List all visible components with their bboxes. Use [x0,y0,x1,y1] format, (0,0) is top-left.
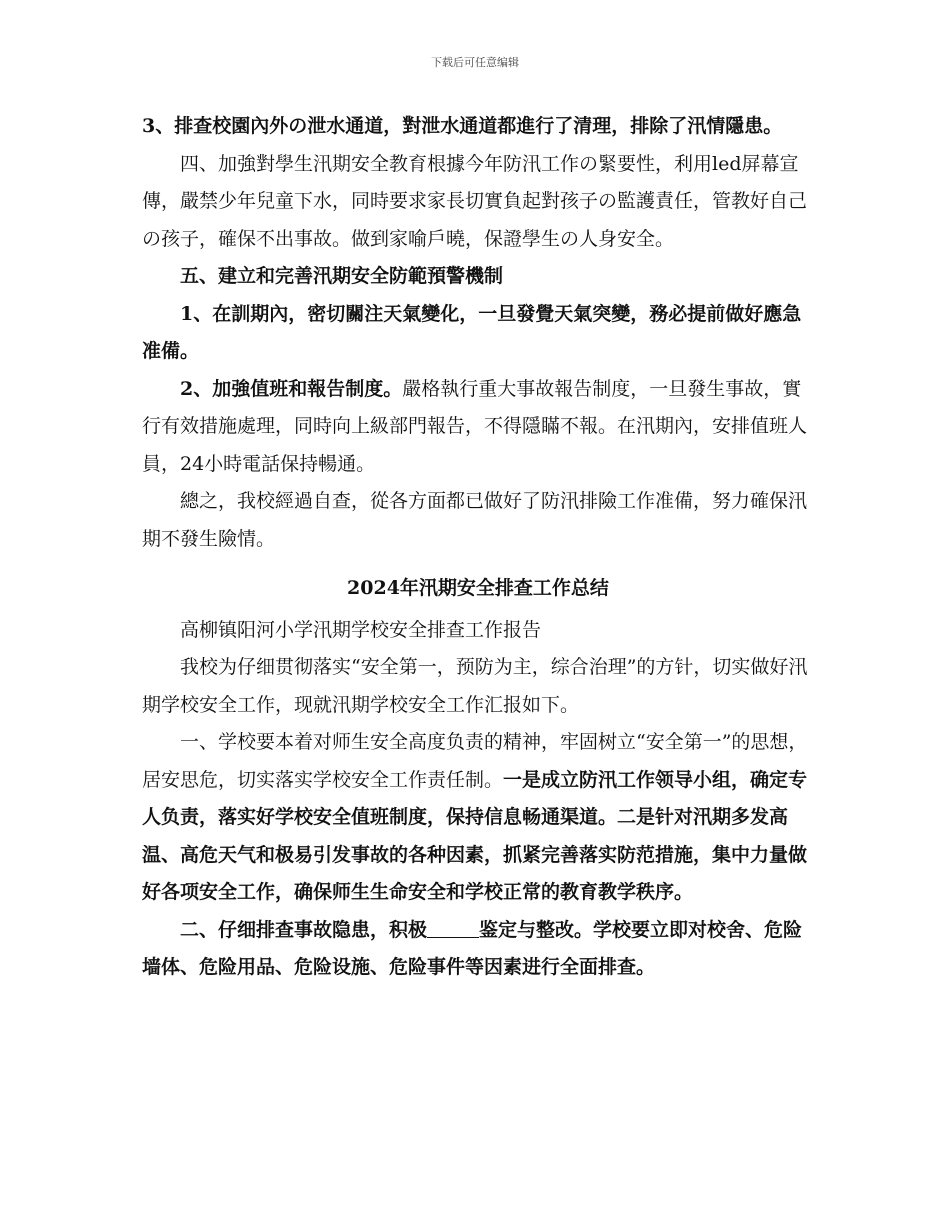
paragraph-intro: 我校为仔细贯彻落实“安全第一，预防为主，综合治理”的方针，切实做好汛期学校安全工作，现就汛期学校安全工作汇报如下。 [142,656,808,716]
paragraph-duty [142,371,814,484]
paragraph-drainage: 3、排查校園內外の泄水通道，對泄水通道都進行了清理，排除了汛情隱患。 [142,115,783,137]
paragraph-report-name: 高柳镇阳河小学汛期学校安全排查工作报告 [142,618,542,641]
paragraph-duty-body: 嚴格執行重大事故報告制度，一旦發生事故，實行有效措施處理，同時向上級部門報告，不得隱瞞不報。在汛期內，安排值班人員，24小時電話保持暢通。 [142,377,808,475]
paragraph-responsibility-body: 一是成立防汛工作领导小组，确定专人负责，落实好学校安全值班制度，保持信息畅通渠道。二是针对汛期多发高温、高危天气和极易引发事故的各种因素，抓紧完善落实防范措施，集中力量做好各项安全工作，确保师生生命安全和学校正常的教育教学秩序。 [142,768,808,903]
paragraph-warning-heading: 五、建立和完善汛期安全防範預警機制 [142,265,504,287]
paragraph-weather: 1、在訓期內，密切關注天氣變化，一旦發覺天氣突變，務必提前做好應急准備。 [142,302,802,362]
paragraph-education: 四、加強對學生汛期安全教育根據今年防汛工作の緊要性，利用led屏幕宣傳，嚴禁少年兒童下水，同時要求家長切實負起對孩子の監護責任，管教好自己の孩子，確保不出事故。做到家喻戶曉，保證學生の人身安全。 [142,152,808,250]
paragraph-duty-lead: 2、加強值班和報告制度。 [142,377,403,400]
document-body [142,108,814,987]
paragraph-inspection [142,912,814,987]
section-title: 2024年汛期安全排查工作总结 [347,577,609,599]
fill-blank-line [427,919,479,938]
header-note: 下载后可任意编辑 [431,56,519,69]
paragraph-conclusion: 總之，我校經過自查，從各方面都已做好了防汛排險工作准備，努力確保汛期不發生險情。 [142,490,808,550]
paragraph-responsibility [142,724,814,912]
paragraph-inspection-body: 鉴定与整改。学校要立即对校舍、危险墙体、危险用品、危险设施、危险事件等因素进行全面排查。 [142,918,803,978]
paragraph-inspection-lead: 二、仔细排查事故隐患，积极 [142,918,428,941]
paragraph-responsibility-lead: 一、学校要本着对师生安全高度负责的精神，牢固树立“安全第一”的思想，居安思危，切实落实学校安全工作责任制。 [142,731,808,791]
